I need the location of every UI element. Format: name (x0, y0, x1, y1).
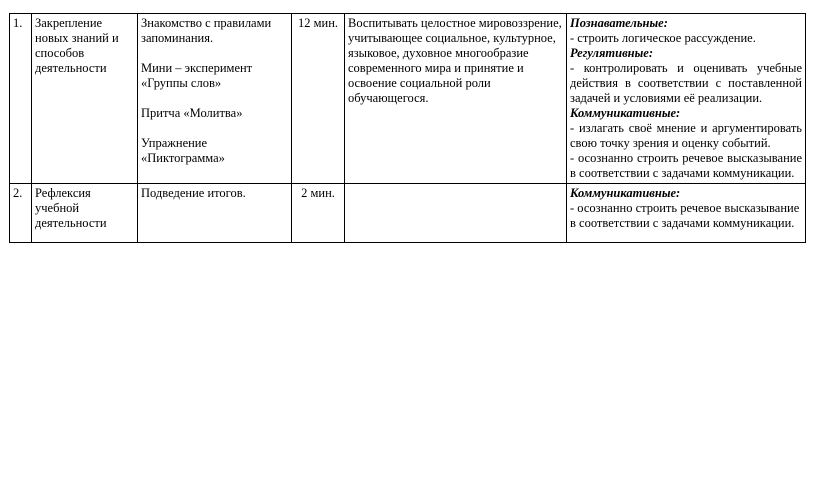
uud-cell (567, 184, 806, 243)
goal-cell (345, 184, 567, 243)
lesson-plan-table (9, 13, 806, 243)
content-item: Мини – эксперимент «Группы слов» (141, 61, 253, 90)
table-row (10, 14, 806, 184)
communicative-heading: Коммуникативные: (570, 186, 681, 200)
time-cell: 12 мин. (292, 14, 345, 184)
uud-cell (567, 14, 806, 184)
cognitive-heading: Познавательные: (570, 16, 668, 30)
communicative-heading: Коммуникативные: (570, 106, 681, 120)
row-number: 2. (10, 184, 32, 243)
regulatory-item: - контролировать и оценивать учебные действия в соответствии с поставленной задачей и условиями её реализации. (570, 61, 802, 105)
content-item: Упражнение «Пиктограмма» (141, 136, 225, 165)
content-cell (138, 14, 292, 184)
content-item: Знакомство с правилами запоминания. (141, 16, 272, 45)
table-row (10, 184, 806, 243)
stage-cell: Закрепление новых знаний и способов деятельности (32, 14, 138, 184)
communicative-item: - осознанно строить речевое высказывание в соответствии с задачами коммуникации. (570, 201, 800, 230)
regulatory-heading: Регулятивные: (570, 46, 653, 60)
time-cell: 2 мин. (292, 184, 345, 243)
cognitive-item: - строить логическое рассуждение. (570, 31, 756, 45)
content-cell: Подведение итогов. (138, 184, 292, 243)
content-item: Притча «Молитва» (141, 106, 243, 120)
row-number: 1. (10, 14, 32, 184)
stage-cell: Рефлексия учебной деятельности (32, 184, 138, 243)
communicative-item: - излагать своё мнение и аргументировать свою точку зрения и оценку событий. (570, 121, 802, 150)
communicative-item: - осознанно строить речевое высказывание в соответствии с задачами коммуникации. (570, 151, 802, 180)
goal-cell: Воспитывать целостное мировоззрение, учитывающее социальное, культурное, языковое, духовное многообразие современного мира и принятие и освоение социальной роли обучающегося. (345, 14, 567, 184)
